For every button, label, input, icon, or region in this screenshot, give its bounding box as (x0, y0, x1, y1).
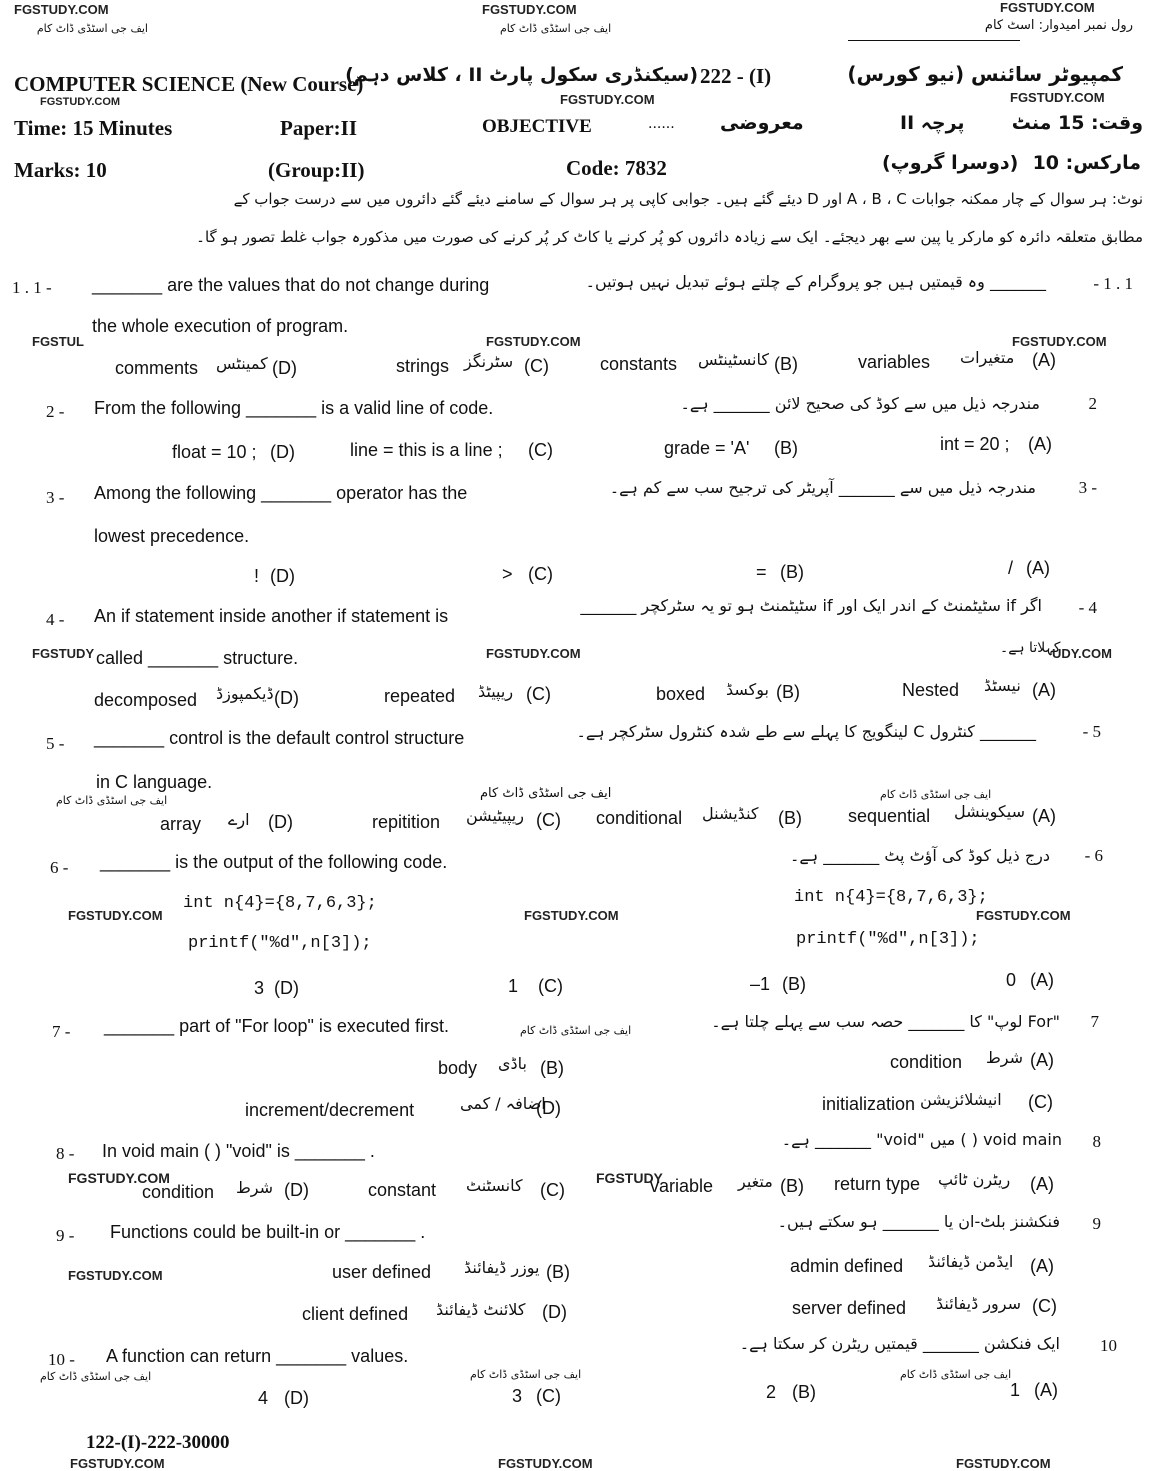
question-urdu: ایک فنکشن _______ قیمتیں ریٹرن کر سکتا ہے۔ (739, 1334, 1060, 1353)
watermark-urdu: ایف جی اسٹڈی ڈاٹ کام (880, 788, 992, 801)
option-c: constant (368, 1180, 437, 1200)
option-b-key: (B) (540, 1058, 564, 1078)
option-b: constants (600, 354, 678, 374)
code-label: Code: 7832 (566, 156, 667, 180)
watermark: FGSTUDY.COM (486, 334, 581, 349)
question-number-urdu: - 4 (1078, 598, 1097, 617)
code-line: int n{4}={8,7,6,3}; (183, 894, 377, 913)
watermark: FGSTUDY.COM (40, 96, 121, 108)
watermark: FGSTUDY.COM (956, 1456, 1051, 1471)
paper-label: Paper:II (280, 116, 357, 140)
option-c-urdu: انیشلائزیشن (920, 1090, 1002, 1109)
question-text: Functions could be built-in or _______ . (110, 1222, 426, 1242)
option-b-urdu: یوزر ڈیفائنڈ (464, 1258, 540, 1277)
question-number: 7 - (52, 1022, 71, 1041)
option-d: 4 (258, 1388, 269, 1408)
watermark: FGSTUDY (596, 1170, 663, 1186)
option-a: variables (858, 352, 931, 372)
option-d-key: (D) (268, 812, 293, 832)
option-b-urdu: بوکسڈ (726, 680, 770, 699)
question-text: called _______ structure. (96, 648, 299, 668)
option-c: 1 (508, 976, 519, 996)
option-b-key: (B) (774, 438, 798, 458)
option-c-key: (C) (536, 1386, 561, 1406)
option-b-key: (B) (792, 1382, 816, 1402)
option-d-urdu: ڈیکمپوزڈ (216, 684, 274, 703)
watermark-urdu: ایف جی اسٹڈی ڈاٹ کام (470, 1368, 582, 1381)
question-urdu: مندرجہ ذیل میں سے _______ آپریٹر کی ترجیح سب سے کم ہے۔ (609, 478, 1036, 497)
option-a-key: (A) (1030, 1256, 1054, 1276)
watermark: FGSTUDY.COM (14, 2, 109, 17)
watermark: FGSTUDY.COM (560, 92, 655, 107)
footer-code: 122-(I)-222-30000 (86, 1432, 230, 1453)
question-number-urdu: 9 (1092, 1214, 1101, 1233)
question-text: the whole execution of program. (92, 316, 349, 336)
note-line-1: نوٹ: ہر سوال کے چار ممکنہ جوابات A ، B ، C اور D دیئے گئے ہیں۔ جوابی کاپی پر ہر سوال کے سامنے دیئے گئے دائروں میں سے درست جواب کے (233, 190, 1143, 208)
note-line-2: مطابق متعلقہ دائرہ کو مارکر یا پین سے بھر دیجئے۔ ایک سے زیادہ دائروں کو پُر کرنے یا کاٹ کر پُر کرنے کی صورت میں مذکورہ جواب غلط تصور ہو گا۔ (196, 228, 1143, 246)
option-a-key: (A) (1030, 1050, 1054, 1070)
watermark: FGSTUDY.COM (1012, 334, 1107, 349)
option-d: increment/decrement (245, 1100, 415, 1120)
time-urdu: وقت: 15 منٹ (1011, 112, 1143, 134)
option-c-key: (C) (1028, 1092, 1053, 1112)
question-urdu: کہلاتا ہے۔ (1000, 640, 1061, 656)
option-d-key: (D) (284, 1180, 309, 1200)
option-a-key: (A) (1030, 970, 1054, 990)
option-b-urdu: متغیر (738, 1172, 773, 1191)
question-number-urdu: - 6 (1084, 846, 1103, 865)
title-code: 222 - (I) (700, 64, 772, 88)
option-c: repeated (384, 686, 456, 706)
option-c: repitition (372, 812, 441, 832)
option-c-urdu: کانسٹنٹ (466, 1176, 523, 1195)
option-a: 1 (1010, 1380, 1021, 1400)
watermark: FGSTUDY.COM (486, 646, 581, 661)
option-a: int = 20 ; (940, 434, 1010, 454)
option-c-key: (C) (540, 1180, 565, 1200)
option-d-key: (D) (270, 566, 295, 586)
option-b-key: (B) (780, 1176, 804, 1196)
option-d: client defined (302, 1304, 409, 1324)
option-d-key: (D) (274, 688, 299, 708)
question-text: in C language. (96, 772, 213, 792)
option-a-key: (A) (1026, 558, 1050, 578)
option-b-urdu: کنڈیشنل (702, 804, 759, 823)
option-b-urdu: کانسٹینٹس (698, 350, 769, 369)
question-number: 4 - (46, 610, 65, 629)
question-number-urdu: 3 - (1078, 478, 1097, 497)
option-b-key: (B) (782, 974, 806, 994)
option-a: Nested (902, 680, 960, 700)
question-text: An if statement inside another if statement is (94, 606, 449, 626)
watermark: FGSTUL (32, 334, 84, 349)
option-a: / (1008, 558, 1014, 578)
question-number-urdu: - 1 . 1 (1093, 274, 1133, 293)
option-d-urdu: شرط (236, 1178, 274, 1197)
option-b-key: (B) (546, 1262, 570, 1282)
option-a-key: (A) (1034, 1380, 1058, 1400)
code-line: printf("%d",n[3]); (188, 934, 372, 953)
question-text: In void main ( ) "void" is _______ . (102, 1141, 375, 1161)
question-text: _______ is the output of the following code. (100, 852, 448, 872)
marks-urdu: مارکس: 10 (1032, 152, 1141, 174)
option-c-key: (C) (526, 684, 551, 704)
objective-urdu: معروضی (720, 112, 804, 134)
title-english: COMPUTER SCIENCE (New Course) (14, 72, 364, 96)
option-b: user defined (332, 1262, 432, 1282)
watermark-urdu: ایف جی اسٹڈی ڈاٹ کام (900, 1368, 1012, 1381)
option-c-urdu: سٹرنگز (464, 352, 514, 371)
question-text: _______ control is the default control structure (94, 728, 465, 748)
option-d: ! (254, 566, 260, 586)
question-urdu: void main ( ) میں "void" _______ ہے۔ (781, 1130, 1062, 1149)
title-urdu-class: (سیکنڈری سکول پارٹ II ، کلاس دہم) (345, 64, 698, 86)
option-d: 3 (254, 978, 265, 998)
option-b: = (756, 562, 767, 582)
option-a-urdu: نیسٹڈ (984, 676, 1021, 695)
option-a-key: (A) (1028, 434, 1052, 454)
option-b-key: (B) (778, 808, 802, 828)
option-a-urdu: متغیرات (960, 348, 1015, 367)
group-urdu: (دوسرا گروپ) (882, 152, 1019, 174)
question-number: 5 - (46, 734, 65, 753)
option-a-key: (A) (1032, 806, 1056, 826)
question-number-urdu: - 5 (1082, 722, 1101, 741)
paper-urdu: پرچہ II (900, 112, 965, 134)
time-label: Time: 15 Minutes (14, 116, 173, 140)
option-b: body (438, 1058, 478, 1078)
watermark-urdu: ایف جی اسٹڈی ڈاٹ کام (520, 1024, 632, 1037)
option-d-urdu: کمینٹس (216, 354, 268, 373)
option-b-urdu: باڈی (498, 1054, 527, 1073)
option-d-key: (D) (270, 442, 295, 462)
option-b: 2 (766, 1382, 777, 1402)
watermark-urdu: ایف جی اسٹڈی ڈاٹ کام (500, 22, 612, 35)
option-d: array (160, 814, 202, 834)
option-c-key: (C) (1032, 1296, 1057, 1316)
option-c: 3 (512, 1386, 523, 1406)
option-b: –1 (750, 974, 771, 994)
question-text: _______ part of "For loop" is executed first. (104, 1016, 449, 1036)
question-number: 10 - (48, 1350, 75, 1369)
group-label: (Group:II) (268, 158, 365, 182)
title-urdu: کمپیوٹر سائنس (نیو کورس) (847, 62, 1123, 86)
option-b: conditional (596, 808, 683, 828)
option-b: variable (650, 1176, 714, 1196)
option-d-urdu: کلائنٹ ڈیفائنڈ (436, 1300, 526, 1319)
question-number-urdu: 2 (1088, 394, 1097, 413)
question-urdu: "For لوپ" کا _______ حصہ سب سے پہلے چلتا ہے۔ (711, 1012, 1060, 1031)
question-text: Among the following _______ operator has the (94, 483, 468, 503)
option-d: decomposed (94, 690, 198, 710)
question-number: 1 . 1 - (12, 278, 52, 297)
watermark-urdu: ایف جی اسٹڈی ڈاٹ کام (40, 1370, 152, 1383)
option-c-key: (C) (528, 440, 553, 460)
dots: ...... (648, 116, 675, 132)
option-a: 0 (1006, 970, 1017, 990)
roll-number-label: رول نمبر امیدوار: اسٹ کام (984, 18, 1133, 33)
question-number: 6 - (50, 858, 69, 877)
option-a-urdu: شرط (986, 1048, 1024, 1067)
option-d: float = 10 ; (172, 442, 257, 462)
option-d: condition (142, 1182, 215, 1202)
question-urdu: درج ذیل کوڈ کی آؤٹ پٹ _______ ہے۔ (790, 846, 1050, 865)
watermark: FGSTUDY.COM (68, 1170, 170, 1186)
question-urdu: اگر if سٹیٹمنٹ کے اندر ایک اور if سٹیٹمنٹ ہو تو یہ سٹرکچر _______ (580, 596, 1042, 615)
option-a: return type (834, 1174, 921, 1194)
watermark-urdu: ایف جی اسٹڈی ڈاٹ کام (36, 22, 148, 35)
option-c: server defined (792, 1298, 907, 1318)
option-c: > (502, 564, 513, 584)
watermark: FGSTUDY.COM (482, 2, 577, 17)
option-c-key: (C) (536, 810, 561, 830)
option-d: comments (115, 358, 199, 378)
question-urdu: _______ کنٹرول C لینگویج کا پہلے سے طے شدہ کنٹرول سٹرکچر ہے۔ (576, 722, 1036, 741)
watermark: FGSTUDY.COM (976, 908, 1071, 923)
option-d-key: (D) (272, 358, 297, 378)
code-line: printf("%d",n[3]); (796, 930, 980, 949)
option-b: boxed (656, 684, 706, 704)
option-a-key: (A) (1032, 680, 1056, 700)
watermark: FGSTUDY (32, 646, 95, 661)
question-number-urdu: 10 (1100, 1336, 1117, 1355)
option-c: line = this is a line ; (350, 440, 503, 460)
watermark: FGSTUDY.COM (70, 1456, 165, 1471)
question-number: 9 - (56, 1226, 75, 1245)
option-b: grade = 'A' (664, 438, 750, 458)
watermark: FGSTUDY.COM (68, 908, 163, 923)
option-c-urdu: سرور ڈیفائنڈ (936, 1294, 1021, 1313)
option-c-urdu: ریپیٹیشن (466, 806, 524, 825)
option-c-key: (C) (524, 356, 549, 376)
option-d-key: (D) (284, 1388, 309, 1408)
watermark: FGSTUDY.COM (498, 1456, 593, 1471)
watermark: FGSTUDY.COM (1000, 0, 1095, 15)
roll-number-line (848, 40, 1020, 41)
watermark: FGSTUDY.COM (68, 1268, 163, 1283)
option-d-urdu: ارے (228, 810, 250, 829)
question-number-urdu: 7 (1090, 1012, 1099, 1031)
question-urdu: _______ وہ قیمتیں ہیں جو پروگرام کے چلتے ہوئے تبدیل نہیں ہوتیں۔ (585, 272, 1046, 291)
option-b-key: (B) (774, 354, 798, 374)
watermark: FGSTUDY.COM (524, 908, 619, 923)
option-c-key: (C) (538, 976, 563, 996)
option-a-key: (A) (1032, 350, 1056, 370)
option-d-key: (D) (542, 1302, 567, 1322)
option-c-urdu: ریپیٹڈ (478, 682, 514, 701)
watermark: UDY.COM (1052, 646, 1112, 661)
option-b-key: (B) (776, 682, 800, 702)
question-text: _______ are the values that do not change during (92, 275, 490, 295)
question-number: 2 - (46, 402, 65, 421)
marks-label: Marks: 10 (14, 158, 107, 182)
option-a-urdu: ایڈمن ڈیفائنڈ (928, 1252, 1014, 1271)
watermark: FGSTUDY.COM (1010, 90, 1105, 105)
question-number: 3 - (46, 488, 65, 507)
option-a-urdu: ریٹرن ٹائپ (938, 1170, 1011, 1189)
option-c: initialization (822, 1094, 916, 1114)
watermark-urdu: ایف جی اسٹڈی ڈاٹ کام (480, 786, 612, 801)
question-text: From the following _______ is a valid line of code. (94, 398, 494, 418)
objective-label: OBJECTIVE (482, 116, 592, 137)
option-a-urdu: سیکوینشل (954, 802, 1026, 821)
question-text: A function can return _______ values. (106, 1346, 409, 1366)
question-number-urdu: 8 (1092, 1132, 1101, 1151)
watermark-urdu: ایف جی اسٹڈی ڈاٹ کام (56, 794, 168, 807)
option-a: condition (890, 1052, 963, 1072)
option-a: sequential (848, 806, 931, 826)
option-d-urdu: اضافہ / کمی (460, 1094, 546, 1113)
option-d-key: (D) (536, 1098, 561, 1118)
question-text: lowest precedence. (94, 526, 250, 546)
option-d-key: (D) (274, 978, 299, 998)
option-b-key: (B) (780, 562, 804, 582)
option-a: admin defined (790, 1256, 904, 1276)
option-c: strings (396, 356, 450, 376)
code-line: int n{4}={8,7,6,3}; (794, 888, 988, 907)
question-urdu: فنکشنز بلٹ-ان یا _______ ہو سکتے ہیں۔ (777, 1212, 1060, 1231)
option-a-key: (A) (1030, 1174, 1054, 1194)
question-number: 8 - (56, 1144, 75, 1163)
question-urdu: مندرجہ ذیل میں سے کوڈ کی صحیح لائن _______ ہے۔ (680, 394, 1040, 413)
option-c-key: (C) (528, 564, 553, 584)
